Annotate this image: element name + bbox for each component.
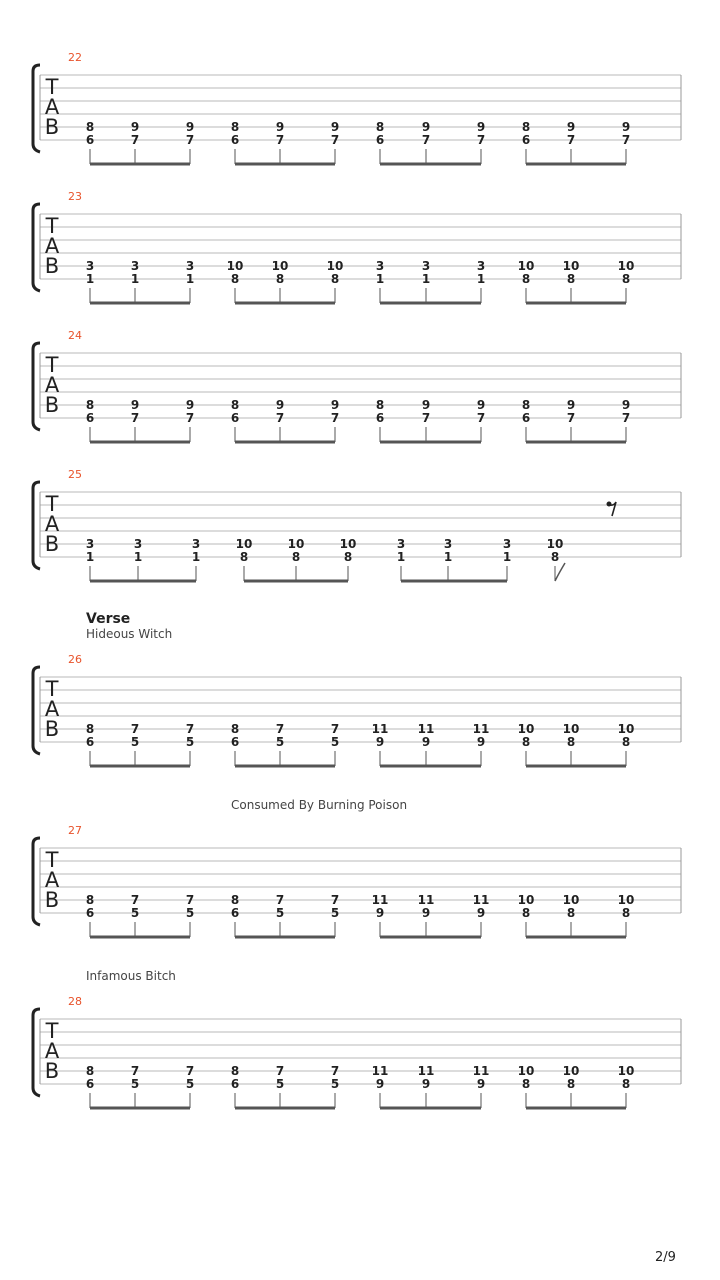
tab-clef-letter: T xyxy=(45,214,59,238)
fret-number: 5 xyxy=(130,1077,140,1091)
fret-number: 10 xyxy=(517,1064,535,1078)
system-bracket xyxy=(33,482,40,569)
fret-number: 10 xyxy=(617,722,635,736)
fret-number: 5 xyxy=(330,1077,340,1091)
system-bracket xyxy=(33,204,40,291)
system-bracket xyxy=(33,343,40,430)
fret-number: 6 xyxy=(230,906,240,920)
fret-number: 6 xyxy=(230,735,240,749)
tab-clef-letter: A xyxy=(44,868,60,892)
fret-number: 8 xyxy=(566,906,576,920)
fret-number: 1 xyxy=(85,272,95,286)
fret-number: 7 xyxy=(185,722,195,736)
fret-number: 11 xyxy=(417,1064,435,1078)
fret-number: 7 xyxy=(130,411,140,425)
fret-number: 9 xyxy=(330,120,340,134)
fret-number: 8 xyxy=(521,1077,531,1091)
fret-number: 10 xyxy=(562,722,580,736)
fret-number: 10 xyxy=(339,537,357,551)
fret-number: 5 xyxy=(275,906,285,920)
fret-number: 8 xyxy=(275,272,285,286)
fret-number: 9 xyxy=(476,398,486,412)
fret-number: 9 xyxy=(421,906,431,920)
fret-number: 7 xyxy=(566,411,576,425)
fret-number: 8 xyxy=(566,735,576,749)
fret-number: 1 xyxy=(185,272,195,286)
fret-number: 10 xyxy=(326,259,344,273)
fret-number: 9 xyxy=(130,120,140,134)
tab-clef-letter: T xyxy=(45,353,59,377)
fret-number: 9 xyxy=(421,120,431,134)
tab-clef-letter: B xyxy=(44,717,60,741)
tab-clef-letter: B xyxy=(44,532,60,556)
tab-clef-letter: B xyxy=(44,393,60,417)
fret-number: 7 xyxy=(621,133,631,147)
fret-number: 3 xyxy=(85,259,95,273)
tab-clef-letter: B xyxy=(44,1059,60,1083)
fret-number: 7 xyxy=(185,1064,195,1078)
fret-number: 3 xyxy=(375,259,385,273)
fret-number: 9 xyxy=(421,735,431,749)
fret-number: 7 xyxy=(330,411,340,425)
fret-number: 10 xyxy=(562,1064,580,1078)
fret-number: 6 xyxy=(85,906,95,920)
fret-number: 10 xyxy=(271,259,289,273)
fret-number: 8 xyxy=(85,893,95,907)
fret-number: 7 xyxy=(275,893,285,907)
tab-staff-system xyxy=(0,470,720,590)
fret-number: 8 xyxy=(375,120,385,134)
fret-number: 7 xyxy=(185,893,195,907)
fret-number: 8 xyxy=(330,272,340,286)
lyric-text: Hideous Witch xyxy=(86,627,173,641)
fret-number: 7 xyxy=(275,1064,285,1078)
fret-number: 9 xyxy=(566,120,576,134)
measure-number: 24 xyxy=(68,329,82,342)
fret-number: 9 xyxy=(566,398,576,412)
section-title: Verse xyxy=(86,611,131,627)
fret-number: 11 xyxy=(417,893,435,907)
measure-number: 23 xyxy=(68,190,82,203)
fret-number: 9 xyxy=(330,398,340,412)
fret-number: 10 xyxy=(562,893,580,907)
fret-number: 8 xyxy=(521,120,531,134)
fret-number: 9 xyxy=(375,906,385,920)
fret-number: 10 xyxy=(617,259,635,273)
tab-clef-letter: T xyxy=(45,677,59,701)
tab-staff-system xyxy=(0,997,720,1117)
fret-number: 8 xyxy=(621,272,631,286)
fret-number: 3 xyxy=(191,537,201,551)
tab-clef-letter: A xyxy=(44,234,60,258)
fret-number: 8 xyxy=(621,906,631,920)
fret-number: 6 xyxy=(85,735,95,749)
fret-number: 3 xyxy=(421,259,431,273)
fret-number: 3 xyxy=(130,259,140,273)
fret-number: 6 xyxy=(521,411,531,425)
lyric-text: Infamous Bitch xyxy=(86,969,176,983)
fret-number: 9 xyxy=(476,906,486,920)
fret-number: 8 xyxy=(230,1064,240,1078)
fret-number: 8 xyxy=(85,1064,95,1078)
fret-number: 1 xyxy=(85,550,95,564)
fret-number: 5 xyxy=(330,906,340,920)
fret-number: 8 xyxy=(85,398,95,412)
fret-number: 3 xyxy=(476,259,486,273)
fret-number: 1 xyxy=(133,550,143,564)
fret-number: 8 xyxy=(230,398,240,412)
fret-number: 10 xyxy=(517,259,535,273)
fret-number: 8 xyxy=(343,550,353,564)
fret-number: 1 xyxy=(130,272,140,286)
fret-number: 10 xyxy=(546,537,564,551)
fret-number: 8 xyxy=(230,120,240,134)
tab-clef-letter: A xyxy=(44,373,60,397)
fret-number: 6 xyxy=(230,133,240,147)
fret-number: 9 xyxy=(621,398,631,412)
fret-number: 9 xyxy=(476,120,486,134)
system-bracket xyxy=(33,65,40,152)
fret-number: 6 xyxy=(230,1077,240,1091)
fret-number: 7 xyxy=(275,411,285,425)
fret-number: 8 xyxy=(239,550,249,564)
fret-number: 5 xyxy=(130,906,140,920)
system-bracket xyxy=(33,838,40,925)
fret-number: 7 xyxy=(130,133,140,147)
page-number: 2/9 xyxy=(655,1250,676,1265)
fret-number: 1 xyxy=(502,550,512,564)
fret-number: 11 xyxy=(371,722,389,736)
fret-number: 7 xyxy=(130,722,140,736)
fret-number: 8 xyxy=(621,1077,631,1091)
tab-staff-system xyxy=(0,331,720,451)
fret-number: 9 xyxy=(130,398,140,412)
fret-number: 8 xyxy=(521,735,531,749)
fret-number: 9 xyxy=(185,120,195,134)
fret-number: 5 xyxy=(185,906,195,920)
fret-number: 11 xyxy=(472,1064,490,1078)
fret-number: 8 xyxy=(230,722,240,736)
fret-number: 6 xyxy=(375,411,385,425)
fret-number: 10 xyxy=(287,537,305,551)
fret-number: 7 xyxy=(275,722,285,736)
fret-number: 9 xyxy=(476,735,486,749)
fret-number: 8 xyxy=(550,550,560,564)
fret-number: 5 xyxy=(185,735,195,749)
fret-number: 7 xyxy=(330,1064,340,1078)
note-flag xyxy=(555,563,565,581)
fret-number: 7 xyxy=(476,133,486,147)
fret-number: 5 xyxy=(275,1077,285,1091)
fret-number: 9 xyxy=(375,1077,385,1091)
fret-number: 11 xyxy=(472,722,490,736)
tab-clef-letter: A xyxy=(44,697,60,721)
tab-clef-letter: A xyxy=(44,512,60,536)
fret-number: 1 xyxy=(396,550,406,564)
fret-number: 9 xyxy=(621,120,631,134)
fret-number: 6 xyxy=(375,133,385,147)
fret-number: 6 xyxy=(85,1077,95,1091)
fret-number: 1 xyxy=(375,272,385,286)
fret-number: 8 xyxy=(521,398,531,412)
fret-number: 11 xyxy=(472,893,490,907)
fret-number: 1 xyxy=(191,550,201,564)
tab-staff-system xyxy=(0,53,720,173)
tab-staff-system xyxy=(0,826,720,946)
fret-number: 6 xyxy=(230,411,240,425)
fret-number: 3 xyxy=(502,537,512,551)
fret-number: 7 xyxy=(130,1064,140,1078)
lyric-text: Consumed By Burning Poison xyxy=(231,798,408,812)
fret-number: 10 xyxy=(562,259,580,273)
fret-number: 7 xyxy=(330,722,340,736)
fret-number: 10 xyxy=(617,1064,635,1078)
tab-clef-letter: A xyxy=(44,95,60,119)
fret-number: 5 xyxy=(185,1077,195,1091)
fret-number: 9 xyxy=(375,735,385,749)
fret-number: 7 xyxy=(330,133,340,147)
fret-number: 10 xyxy=(517,722,535,736)
fret-number: 9 xyxy=(275,398,285,412)
fret-number: 3 xyxy=(133,537,143,551)
measure-number: 27 xyxy=(68,824,82,837)
fret-number: 3 xyxy=(85,537,95,551)
tab-clef-letter: B xyxy=(44,115,60,139)
tab-clef-letter: B xyxy=(44,888,60,912)
fret-number: 10 xyxy=(517,893,535,907)
fret-number: 5 xyxy=(275,735,285,749)
tab-staff-system xyxy=(0,655,720,775)
fret-number: 10 xyxy=(226,259,244,273)
fret-number: 7 xyxy=(330,893,340,907)
measure-number: 28 xyxy=(68,995,82,1008)
fret-number: 8 xyxy=(85,120,95,134)
system-bracket xyxy=(33,667,40,754)
tab-clef-letter: B xyxy=(44,254,60,278)
tab-staff-system xyxy=(0,192,720,312)
fret-number: 7 xyxy=(476,411,486,425)
fret-number: 5 xyxy=(130,735,140,749)
fret-number: 7 xyxy=(185,411,195,425)
tab-clef-letter: T xyxy=(45,1019,59,1043)
fret-number: 7 xyxy=(130,893,140,907)
fret-number: 8 xyxy=(621,735,631,749)
fret-number: 11 xyxy=(417,722,435,736)
fret-number: 9 xyxy=(476,1077,486,1091)
fret-number: 6 xyxy=(521,133,531,147)
fret-number: 3 xyxy=(443,537,453,551)
fret-number: 8 xyxy=(230,272,240,286)
fret-number: 6 xyxy=(85,133,95,147)
fret-number: 8 xyxy=(230,893,240,907)
fret-number: 6 xyxy=(85,411,95,425)
fret-number: 8 xyxy=(375,398,385,412)
fret-number: 11 xyxy=(371,893,389,907)
tab-clef-letter: A xyxy=(44,1039,60,1063)
fret-number: 1 xyxy=(443,550,453,564)
tab-clef-letter: T xyxy=(45,492,59,516)
fret-number: 8 xyxy=(85,722,95,736)
fret-number: 9 xyxy=(185,398,195,412)
measure-number: 25 xyxy=(68,468,82,481)
fret-number: 7 xyxy=(421,133,431,147)
fret-number: 1 xyxy=(476,272,486,286)
fret-number: 1 xyxy=(421,272,431,286)
fret-number: 10 xyxy=(617,893,635,907)
system-bracket xyxy=(33,1009,40,1096)
measure-number: 26 xyxy=(68,653,82,666)
tab-clef-letter: T xyxy=(45,75,59,99)
fret-number: 3 xyxy=(396,537,406,551)
fret-number: 8 xyxy=(566,1077,576,1091)
fret-number: 7 xyxy=(566,133,576,147)
fret-number: 7 xyxy=(275,133,285,147)
fret-number: 5 xyxy=(330,735,340,749)
fret-number: 9 xyxy=(275,120,285,134)
fret-number: 10 xyxy=(235,537,253,551)
tab-clef-letter: T xyxy=(45,848,59,872)
fret-number: 8 xyxy=(291,550,301,564)
fret-number: 11 xyxy=(371,1064,389,1078)
fret-number: 7 xyxy=(185,133,195,147)
fret-number: 8 xyxy=(521,272,531,286)
fret-number: 9 xyxy=(421,1077,431,1091)
fret-number: 3 xyxy=(185,259,195,273)
fret-number: 8 xyxy=(521,906,531,920)
fret-number: 9 xyxy=(421,398,431,412)
fret-number: 7 xyxy=(621,411,631,425)
fret-number: 8 xyxy=(566,272,576,286)
measure-number: 22 xyxy=(68,51,82,64)
fret-number: 7 xyxy=(421,411,431,425)
